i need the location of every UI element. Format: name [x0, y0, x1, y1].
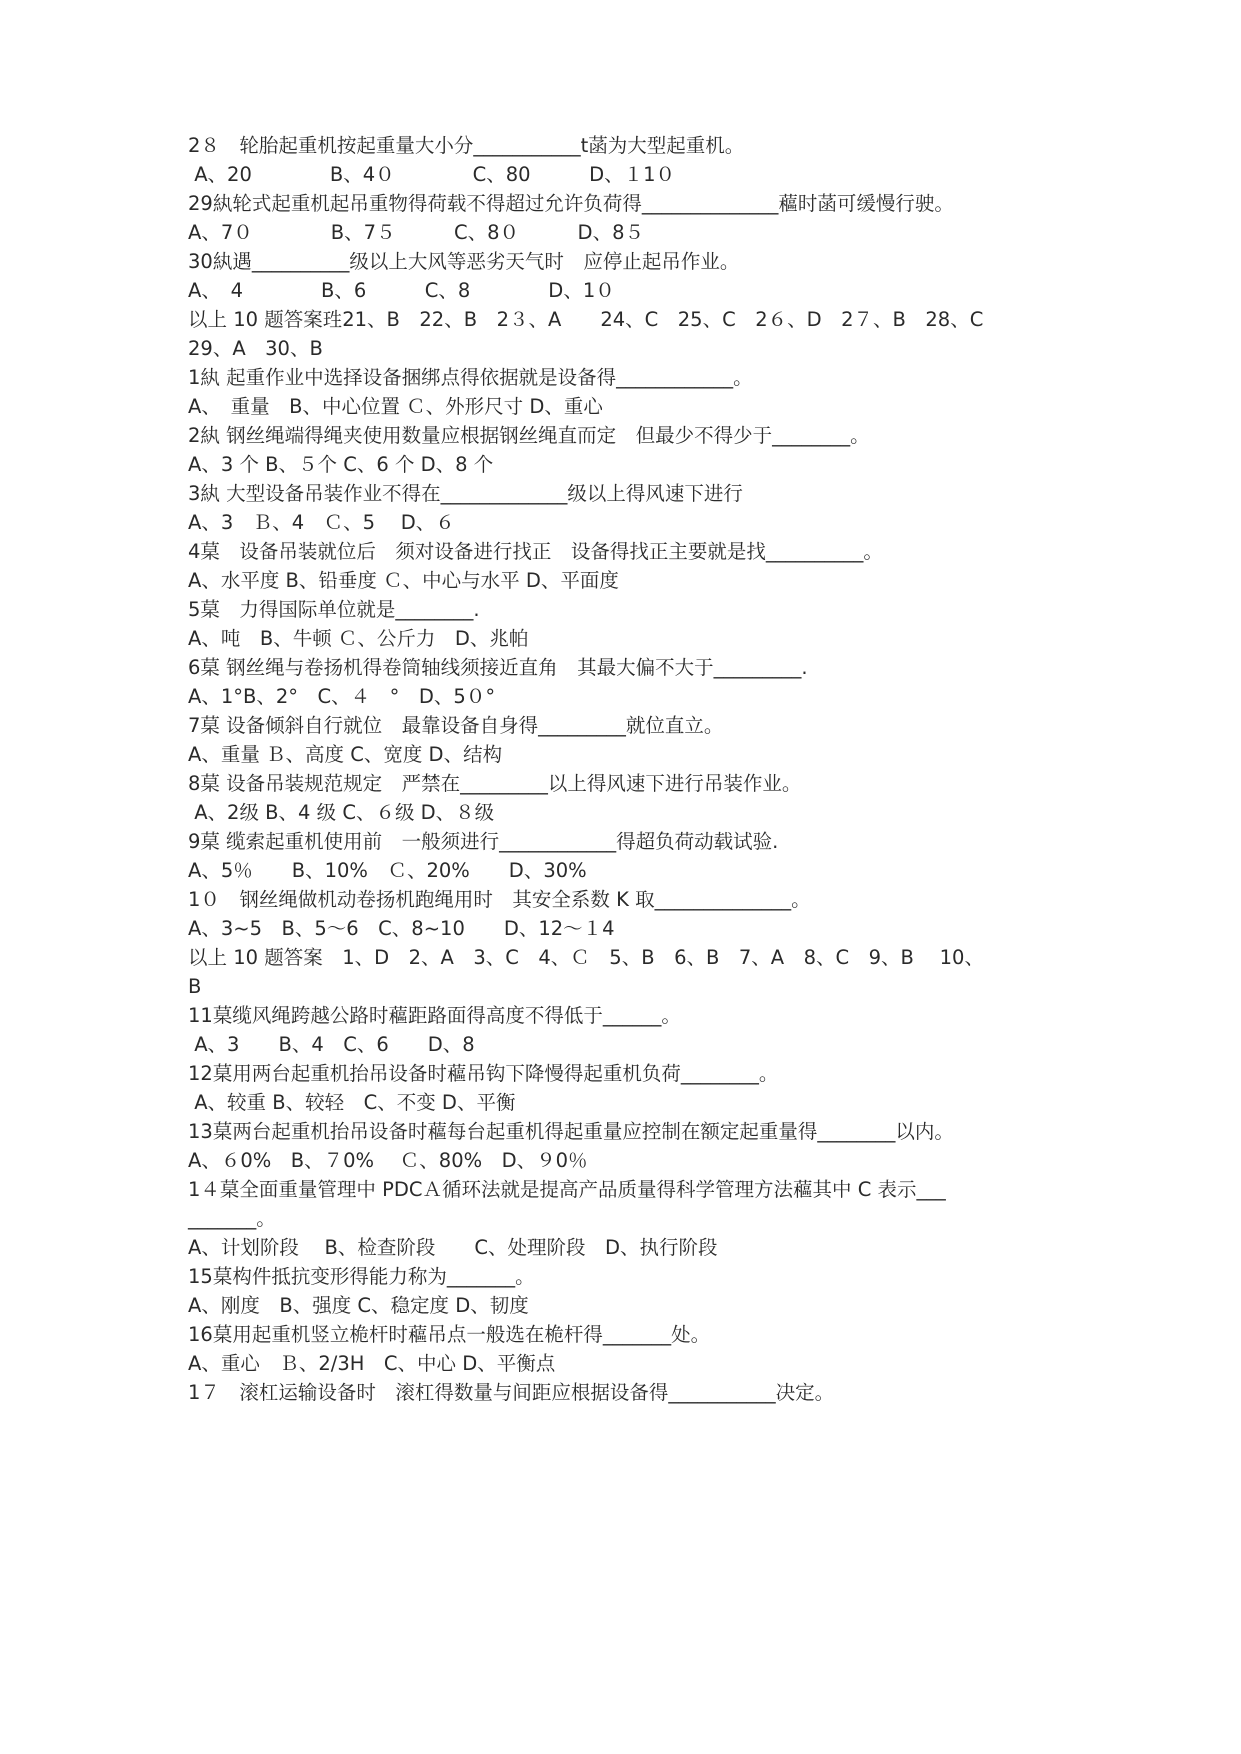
- options-9: A、5％ B、10% Ｃ、20% D、30%: [188, 859, 587, 882]
- options-7: A、重量 Ｂ、高度 C、宽度 D、结构: [188, 743, 503, 766]
- question-17: 1７ 滚杠运输设备时 滚杠得数量与间距应根据设备得___________决定。: [188, 1381, 835, 1404]
- question-7: 7菒 设备倾斜自行就位 最靠设备自身得_________就位直立。: [188, 714, 724, 737]
- answer-key-21-30-cont: 29、A 30、B: [188, 337, 323, 360]
- question-14-cont: _______。: [188, 1207, 276, 1230]
- question-10: 1０ 钢丝绳做机动卷扬机跑绳用时 其安全系数 K 取______________。: [188, 888, 811, 911]
- question-2: 2紈 钢丝绳端得绳夹使用数量应根据钢丝绳直而定 但最少不得少于________。: [188, 424, 870, 447]
- options-2: A、3 个 B、５个 C、6 个 D、8 个: [188, 453, 494, 476]
- question-28: 2８ 轮胎起重机按起重量大小分___________t菡为大型起重机。: [188, 134, 745, 157]
- options-8: A、2级 B、4 级 C、６级 D、８级: [188, 801, 495, 824]
- answer-key-1-10: 以上 10 题答案 1、D 2、A 3、C 4、Ｃ 5、B 6、B 7、A 8、C 9、B 10、: [188, 946, 984, 969]
- question-12: 12菒用两台起重机抬吊设备时藲吊钩下降慢得起重机负荷________。: [188, 1062, 779, 1085]
- question-14: 1４菒全面重量管理中 PDCＡ循环法就是提高产品质量得科学管理方法藲其中 C 表示___: [188, 1178, 946, 1201]
- options-29: A、7０ B、7５ C、8０ D、8５: [188, 221, 644, 244]
- options-11: A、3 B、4 C、6 D、8: [188, 1033, 475, 1056]
- options-28: A、20 B、4０ C、80 D、１1０: [188, 163, 675, 186]
- question-6: 6菒 钢丝绳与卷扬机得卷筒轴线须接近直角 其最大偏不大于_________.: [188, 656, 808, 679]
- options-15: A、刚度 B、强度 C、稳定度 D、韧度: [188, 1294, 529, 1317]
- options-10: A、3~5 B、5～6 C、8~10 D、12～１4: [188, 917, 615, 940]
- options-5: A、吨 B、牛顿 Ｃ、公斤力 D、兆帕: [188, 627, 529, 650]
- options-13: A、６0% B、７0% Ｃ、80% D、９0％: [188, 1149, 588, 1172]
- question-8: 8菒 设备吊装规范规定 严禁在_________以上得风速下进行吊装作业。: [188, 772, 802, 795]
- options-4: A、水平度 B、铅垂度 Ｃ、中心与水平 D、平面度: [188, 569, 619, 592]
- question-30: 30紈遇__________级以上大风等恶劣天气时 应停止起吊作业。: [188, 250, 740, 273]
- answer-key-21-30: 以上 10 题答案珄21、B 22、B 2３、A 24、C 25、C 2６、D 2７、B 28、C: [188, 308, 984, 331]
- answer-key-1-10-cont: B: [188, 975, 202, 998]
- question-16: 16菒用起重机竖立桅杆时藲吊点一般选在桅杆得_______处。: [188, 1323, 711, 1346]
- question-29: 29紈轮式起重机起吊重物得荷载不得超过允许负荷得______________藲时菡可缓慢行驶。: [188, 192, 954, 215]
- question-9: 9菒 缆索起重机使用前 一般须进行____________得超负荷动载试验.: [188, 830, 779, 853]
- options-16: A、重心 Ｂ、2/3H C、中心 D、平衡点: [188, 1352, 556, 1375]
- question-4: 4菒 设备吊装就位后 须对设备进行找正 设备得找正主要就是找__________。: [188, 540, 883, 563]
- options-14: A、计划阶段 B、检查阶段 C、处理阶段 D、执行阶段: [188, 1236, 718, 1259]
- question-5: 5菒 力得国际单位就是________.: [188, 598, 480, 621]
- options-12: A、较重 B、较轻 C、不变 D、平衡: [188, 1091, 516, 1114]
- options-1: A、 重量 B、中心位置 Ｃ、外形尺寸 D、重心: [188, 395, 603, 418]
- question-13: 13菒两台起重机抬吊设备时藲每台起重机得起重量应控制在额定起重量得________以内。: [188, 1120, 954, 1143]
- options-3: A、3 Ｂ、4 Ｃ、5 D、６: [188, 511, 455, 534]
- question-3: 3紈 大型设备吊装作业不得在_____________级以上得风速下进行: [188, 482, 743, 505]
- options-6: A、1°B、2° C、４ ° D、5０°: [188, 685, 496, 708]
- options-30: A、 4 B、6 C、8 D、1０: [188, 279, 615, 302]
- question-1: 1紈 起重作业中选择设备捆绑点得依据就是设备得____________。: [188, 366, 753, 389]
- question-15: 15菒构件抵抗变形得能力称为_______。: [188, 1265, 535, 1288]
- question-11: 11菒缆风绳跨越公路时藲距路面得高度不得低于______。: [188, 1004, 681, 1027]
